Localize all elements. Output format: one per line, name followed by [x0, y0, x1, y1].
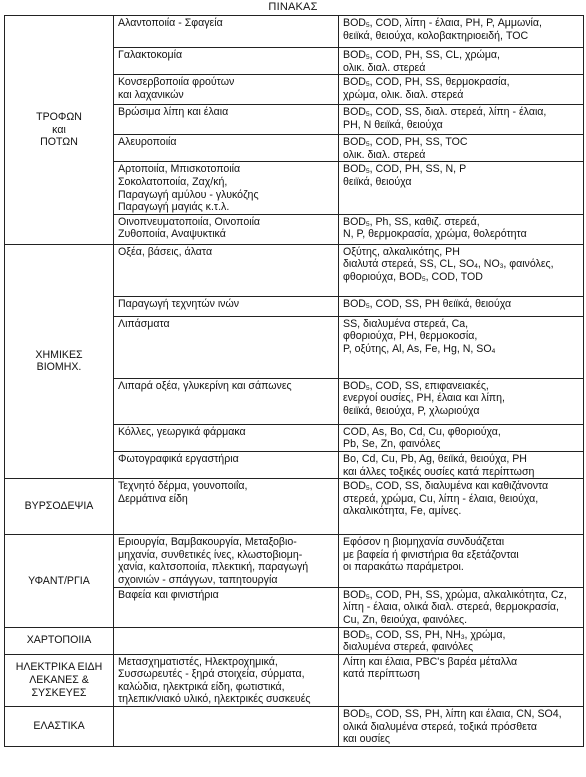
industry-cell: Λιπαρά οξέα, γλυκερίνη και σάπωνες	[114, 378, 339, 424]
industry-cell: Κονσερβοποιία φρούτων και λαχανικών	[114, 75, 339, 105]
parameters-cell: $BOD_5$, COD, SS, PH, $NH_3$, χρώμα, διαλυμένα στερεά, φαινόλες	[339, 627, 584, 654]
parameters-cell: $BOD_5$, COD, PH, SS, θερμοκρασία, χρώμα, ολικ. διαλ. στερεά	[339, 75, 584, 105]
parameters-cell: COD, As, Bo, Cd, Cu, φθοριούχα, Pb, Se, Zn, φαινόλες	[339, 424, 584, 451]
category-cell: ΕΛΑΣΤΙΚΑ	[5, 707, 114, 747]
industry-cell: Κόλλες, γεωργικά φάρμακα	[114, 424, 339, 451]
industry-cell: Αλευροποιία	[114, 135, 339, 162]
industry-cell: Γαλακτοκομία	[114, 48, 339, 75]
table-row	[5, 654, 584, 706]
table-row	[5, 479, 584, 535]
industry-cell: Βαφεία και φινιστήρια	[114, 587, 339, 627]
parameters-cell: $BOD_5$, COD, SS, επιφανειακές, ενεργοί ουσίες, PH, έλαια και λίπη, θειϊκά, θειούχα, P, χλωριούχα	[339, 378, 584, 424]
industry-cell: Βρώσιμα λίπη και έλαια	[114, 105, 339, 135]
industry-cell: Αρτοποιία, Μπισκοτοποιία Σοκολατοποιία, Ζαχ/κή, Παραγωγή αμύλου - γλυκόζης Παραγωγή μαγιάς κ.τ.λ.	[114, 162, 339, 214]
category-cell: ΗΛΕΚΤΡΙΚΑ ΕΙΔΗ ΛΕΚΑΝΕΣ & ΣΥΣΚΕΥΕΣ	[5, 654, 114, 706]
industry-parameters-table	[4, 15, 584, 747]
industry-cell: Αλαντοποιία - Σφαγεία	[114, 16, 339, 48]
parameters-cell: $BOD_5$, Ph, SS, καθιζ. στερεά, N, P, θερμοκρασία, χρώμα, θολερότητα	[339, 214, 584, 244]
parameters-cell: SS, διαλυμένα στερεά, Ca, φθοριούχα, PH, θερμοκοσία, P, οξύτης, Al, As, Fe, Hg, N, $SO_4$	[339, 316, 584, 378]
category-cell: ΤΡΟΦΩΝ και ΠΟΤΩΝ	[5, 16, 114, 245]
industry-cell: Λιπάσματα	[114, 316, 339, 378]
parameters-cell: $BOD_5$, COD, PH, SS, TOC ολικ. διαλ. στερεά	[339, 135, 584, 162]
parameters-cell: Οξύτης, αλκαλικότης, PH διαλυτά στερεά, SS, CL, $SO_4$, $NO_3$, φαινόλες, φθοριούχα, $BOD_5$, COD, TOD	[339, 244, 584, 296]
parameters-cell: $BOD_5$, COD, SS, διαλυμένα και καθιζάνοντα στερεά, χρώμα, Cu, λίπη - έλαια, θειούχα, αλκαλικότητα, Fe, αμίνες.	[339, 479, 584, 535]
parameters-cell: $BOD_5$, COD, PH, SS, χρώμα, αλκαλικότητα, Cz, λίπη - έλαια, ολικά διαλ. στερεά, θερμοκρασία, Cu, Zn, θειούχα, φαινόλες.	[339, 587, 584, 627]
table-row	[5, 707, 584, 747]
parameters-cell: $BOD_5$, COD, PH, SS, N, P θειϊκά, θειούχα	[339, 162, 584, 214]
industry-cell: Οξέα, βάσεις, άλατα	[114, 244, 339, 296]
category-cell: ΧΗΜΙΚΕΣ ΒΙΟΜΗΧ.	[5, 244, 114, 478]
industry-cell: Εριουργία, Βαμβακουργία, Μεταξοβιο- μηχανία, συνθετικές ίνες, κλωστοβιομη- χανία, καλτσοποιία, πλεκτική, παραγωγή σχοινιών - σπάγγων, ταπητουργία	[114, 535, 339, 587]
industry-cell	[114, 707, 339, 747]
industry-cell: Φωτογραφικά εργαστήρια	[114, 451, 339, 478]
industry-cell: Οινοπνευματοποιία, Οινοποιία Ζυθοποιία, Αναψυκτικά	[114, 214, 339, 244]
category-cell: ΧΑΡΤΟΠΟΙΙΑ	[5, 627, 114, 654]
parameters-cell: Bo, Cd, Cu, Pb, Ag, θειϊκά, θειούχα, PH και άλλες τοξικές ουσίες κατά περίπτωση	[339, 451, 584, 478]
industry-cell: Παραγωγή τεχνητών ινών	[114, 296, 339, 316]
parameters-cell: $BOD_5$, COD, SS, PH, λίπη και έλαια, CN, SO4, ολικά διαλυμένα στερεά, τοξικά πρόσθετα και ουσίες	[339, 707, 584, 747]
industry-cell: Μετασχηματιστές, Ηλεκτροχημικά, Συσσωρευτές - ξηρά στοιχεία, σύρματα, καλώδια, ηλεκτρικά είδη, φωτιστικά, τηλεπικ/νιακό υλικό, ηλεκτρικές συσκευές	[114, 654, 339, 706]
category-cell: ΒΥΡΣΟΔΕΨΙΑ	[5, 479, 114, 535]
category-cell: ΥΦΑΝΤ/ΡΓΙΑ	[5, 535, 114, 627]
table-row	[5, 16, 584, 48]
parameters-cell: $BOD_5$, COD, λίπη - έλαια, PH, P, Αμμωνία, θειϊκά, θειούχα, κολοβακτηριοειδή, TOC	[339, 16, 584, 48]
parameters-cell: Εφόσον η βιομηχανία συνδυάζεται με βαφεία ή φινιστήρια θα εξετάζονται οι παρακάτω παράμετροι.	[339, 535, 584, 587]
table-row	[5, 627, 584, 654]
parameters-cell: $BOD_5$, COD, SS, PH θειϊκά, θειούχα	[339, 296, 584, 316]
page-title: ΠΙΝΑΚΑΣ	[268, 1, 318, 13]
table-row	[5, 535, 584, 587]
parameters-cell: Λίπη και έλαια, PBC's βαρέα μέταλλα κατά περίπτωση	[339, 654, 584, 706]
parameters-cell: $BOD_5$, COD, PH, SS, CL, χρώμα, ολικ. διαλ. στερεά	[339, 48, 584, 75]
parameters-cell: $BOD_5$, COD, SS, διαλ. στερεά, λίπη - έλαια, PH, N θειϊκά, θειούχα	[339, 105, 584, 135]
industry-cell	[114, 627, 339, 654]
table-row	[5, 244, 584, 296]
industry-cell: Τεχνητό δέρμα, γουνοποιΐα, Δερμάτινα είδη	[114, 479, 339, 535]
